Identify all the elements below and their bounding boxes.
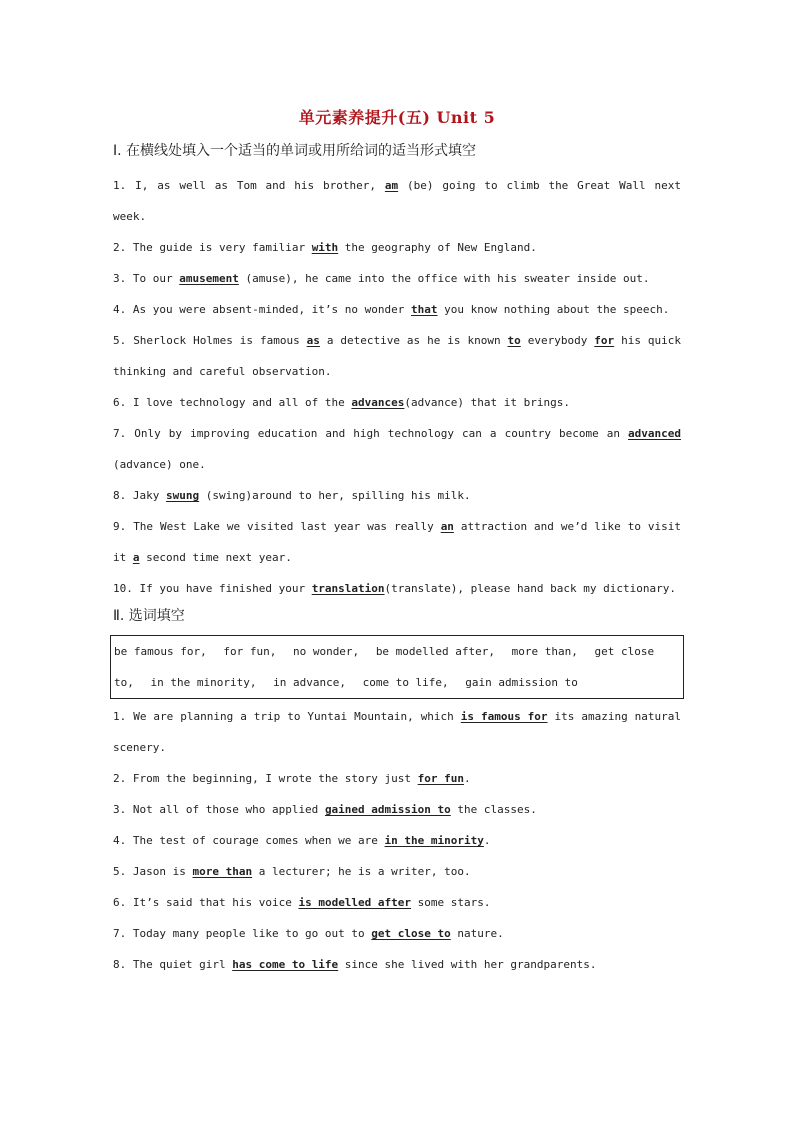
word-bank-item: be famous for, <box>114 645 207 658</box>
section-1-heading: Ⅰ. 在横线处填入一个适当的单词或用所给词的适当形式填空 <box>113 143 477 159</box>
exercise-item: 9. The West Lake we visited last year was really an attraction and we’d like to visit it a second time next year. <box>113 520 682 564</box>
answer: for fun <box>417 772 465 785</box>
page-title: 单元素养提升(五) Unit 5 <box>298 108 496 127</box>
answer: for <box>594 334 615 347</box>
exercise-item: 7. Today many people like to go out to get close to nature. <box>113 927 504 940</box>
exercise-item: 2. From the beginning, I wrote the story just for fun. <box>113 772 471 785</box>
answer: a <box>132 551 140 564</box>
word-bank-item: for fun, <box>223 645 277 658</box>
section-2-list <box>113 701 681 980</box>
answer: gained admission to <box>324 803 451 816</box>
word-bank-item: gain admission to <box>465 676 578 689</box>
exercise-item: 4. As you were absent-minded, it’s no wonder that you know nothing about the speech. <box>113 303 670 316</box>
exercise-item: 5. Jason is more than a lecturer; he is a writer, too. <box>113 865 471 878</box>
answer: get close to <box>371 927 451 940</box>
answer: advanced <box>628 427 681 440</box>
worksheet-page <box>113 106 681 980</box>
answer: swung <box>166 489 200 502</box>
exercise-item: 6. It’s said that his voice is modelled after some stars. <box>113 896 491 909</box>
word-bank-item: come to life, <box>362 676 449 689</box>
answer: an <box>440 520 454 533</box>
section-1-list <box>113 170 681 604</box>
answer: more than <box>192 865 253 878</box>
exercise-item: 10. If you have finished your translation(translate), please hand back my dictionary. <box>113 582 676 595</box>
word-bank-item: get close to, <box>114 645 655 689</box>
answer: in the minority <box>384 834 484 847</box>
answer: translation <box>311 582 385 595</box>
answer: is famous for <box>460 710 548 723</box>
exercise-item: 1. I, as well as Tom and his brother, am (be) going to climb the Great Wall next week. <box>113 179 682 223</box>
exercise-item: 8. The quiet girl has come to life since she lived with her grandparents. <box>113 958 597 971</box>
exercise-item: 8. Jaky swung (swing)around to her, spilling his milk. <box>113 489 471 502</box>
exercise-item: 1. We are planning a trip to Yuntai Mountain, which is famous for its amazing natural scenery. <box>113 710 682 754</box>
word-bank-item: in advance, <box>273 676 346 689</box>
answer: am <box>384 179 399 192</box>
word-bank-item: no wonder, <box>292 645 360 658</box>
word-bank-item: in the minority, <box>150 676 257 689</box>
exercise-item: 6. I love technology and all of the advances(advance) that it brings. <box>113 396 570 409</box>
answer: advances <box>351 396 405 409</box>
exercise-item: 3. To our amusement (amuse), he came into the office with his sweater inside out. <box>113 272 650 285</box>
answer: with <box>311 241 339 254</box>
answer: is modelled after <box>298 896 412 909</box>
word-bank-item: more than, <box>511 645 578 658</box>
answer: to <box>507 334 521 347</box>
word-bank-box <box>110 635 684 699</box>
section-2-heading: Ⅱ. 选词填空 <box>113 608 185 624</box>
answer: has come to life <box>232 958 339 971</box>
exercise-item: 5. Sherlock Holmes is famous as a detective as he is known to everybody for his quick thinking and careful observation. <box>113 334 681 378</box>
answer: that <box>411 303 438 316</box>
exercise-item: 4. The test of courage comes when we are in the minority. <box>113 834 491 847</box>
answer: amusement <box>179 272 239 285</box>
exercise-item: 3. Not all of those who applied gained admission to the classes. <box>113 803 537 816</box>
exercise-item: 7. Only by improving education and high technology can a country become an advanced (advance) one. <box>113 427 681 471</box>
word-bank-item: be modelled after, <box>375 645 496 658</box>
exercise-item: 2. The guide is very familiar with the geography of New England. <box>113 241 537 254</box>
answer: as <box>306 334 320 347</box>
